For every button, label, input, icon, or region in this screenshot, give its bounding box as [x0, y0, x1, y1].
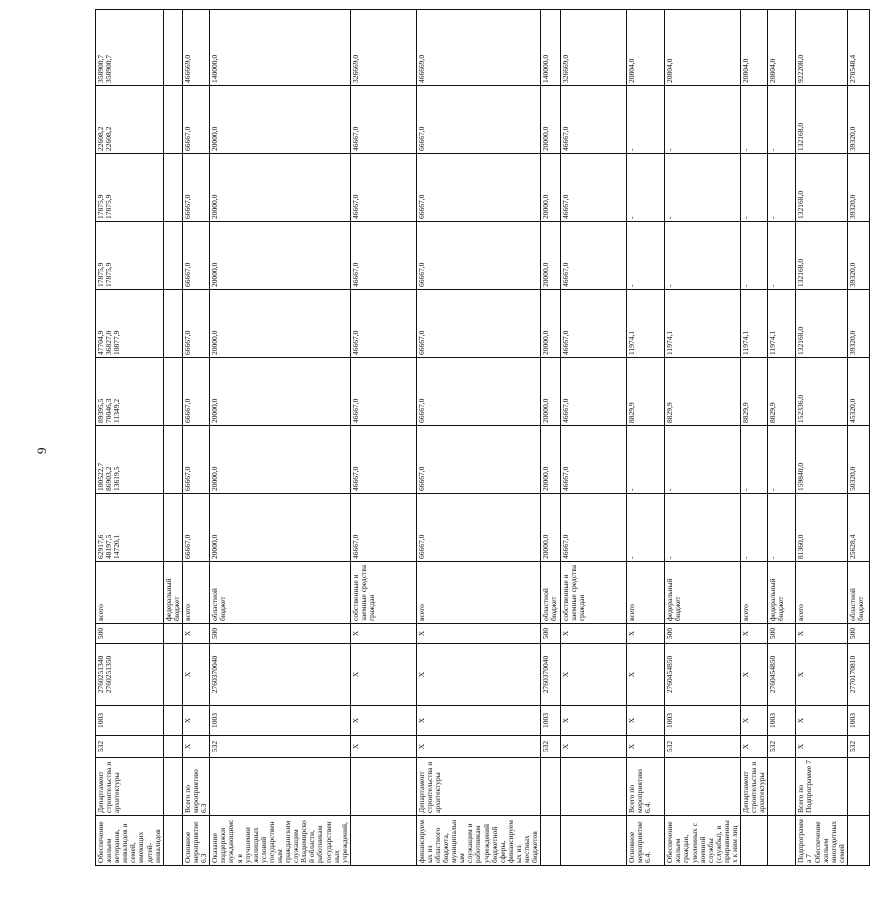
grbs-cell: X [741, 736, 768, 758]
year-1-cell: 66667,0 [182, 494, 209, 562]
executor-cell [163, 758, 182, 816]
year-7-cell: 20000,0 [210, 86, 351, 154]
target-article-cell: X [627, 644, 665, 706]
year-3-cell: 152336,0 [796, 358, 848, 426]
year-3-cell: 8829,9 [665, 358, 741, 426]
year-4-cell: 46667,0 [561, 290, 627, 358]
year-1-cell: 20000,0 [541, 494, 561, 562]
target-article-cell: 2760370040 [541, 644, 561, 706]
executor-cell [561, 758, 627, 816]
total-cell: 326669,0 [350, 10, 416, 86]
total-cell [163, 10, 182, 86]
year-5-cell: 20000,0 [541, 222, 561, 290]
total-cell: 466669,0 [182, 10, 209, 86]
year-2-cell [163, 426, 182, 494]
year-2-cell: 159840,0 [796, 426, 848, 494]
year-1-cell: - [768, 494, 796, 562]
table-row [416, 10, 540, 866]
total-cell: 20804,0 [768, 10, 796, 86]
year-2-cell: 46667,0 [350, 426, 416, 494]
year-6-cell: - [665, 154, 741, 222]
year-2-cell: - [741, 426, 768, 494]
table-row [210, 10, 351, 866]
year-4-cell: 66667,0 [182, 290, 209, 358]
year-1-cell [163, 494, 182, 562]
source-cell: всего [182, 562, 209, 624]
section-cell: 1003 [541, 706, 561, 736]
program-cell: Основное мероприятие 6.4. [627, 816, 665, 866]
year-6-cell: 20000,0 [541, 154, 561, 222]
year-5-cell: 66667,0 [416, 222, 540, 290]
section-cell: X [416, 706, 540, 736]
total-cell: 140000,0 [210, 10, 351, 86]
program-cell [561, 816, 627, 866]
program-cell: финансируемых из областного бюджета, муниципальным служащим и работникам учреждений бюджетной сферы, финансируемых из местных бюджетов [416, 816, 540, 866]
year-4-cell: 11974,1 [627, 290, 665, 358]
grbs-cell [163, 736, 182, 758]
year-4-cell: 11974,1 [665, 290, 741, 358]
section-cell: 1003 [847, 706, 869, 736]
year-2-cell: 66667,0 [416, 426, 540, 494]
target-article-cell [163, 644, 182, 706]
grbs-cell: X [416, 736, 540, 758]
table-row [847, 10, 869, 866]
year-3-cell: 8829,9 [768, 358, 796, 426]
target-article-cell: X [561, 644, 627, 706]
expense-type-cell: X [561, 624, 627, 644]
year-1-cell: 25628,4 [847, 494, 869, 562]
expense-type-cell: X [796, 624, 848, 644]
total-cell: 466669,0 [416, 10, 540, 86]
year-4-cell: 20000,0 [541, 290, 561, 358]
executor-cell [541, 758, 561, 816]
year-5-cell: 46667,0 [350, 222, 416, 290]
year-4-cell: 66667,0 [416, 290, 540, 358]
source-cell: федеральный бюджет [665, 562, 741, 624]
program-cell: Обеспечение жильем ветеранов, инвалидов и семей, имеющих детей-инвалидов [96, 816, 164, 866]
program-cell [541, 816, 561, 866]
executor-cell [210, 758, 351, 816]
section-cell: X [741, 706, 768, 736]
table-row [182, 10, 209, 866]
year-6-cell: 20000,0 [210, 154, 351, 222]
year-7-cell: - [741, 86, 768, 154]
section-cell: 1003 [665, 706, 741, 736]
year-2-cell: 20000,0 [541, 426, 561, 494]
year-7-cell: 46667,0 [350, 86, 416, 154]
grbs-cell: 532 [665, 736, 741, 758]
total-cell: 358900,7 358900,7 [96, 10, 164, 86]
year-1-cell: 66667,0 [416, 494, 540, 562]
executor-cell: Всего по Подпрограмме 7 [796, 758, 848, 816]
year-3-cell [163, 358, 182, 426]
table-row [741, 10, 768, 866]
table-row [768, 10, 796, 866]
source-cell: всего [741, 562, 768, 624]
executor-cell [350, 758, 416, 816]
year-2-cell: - [768, 426, 796, 494]
year-1-cell: 62917,6 48197,5 14720,1 [96, 494, 164, 562]
executor-cell [768, 758, 796, 816]
year-7-cell: 39320,0 [847, 86, 869, 154]
program-cell [768, 816, 796, 866]
expense-type-cell: X [741, 624, 768, 644]
year-7-cell [163, 86, 182, 154]
executor-cell: Департамент строительства и архитектуры [741, 758, 768, 816]
grbs-cell: 532 [768, 736, 796, 758]
expense-type-cell: 500 [96, 624, 164, 644]
year-3-cell: 89395,5 78046,3 11349,2 [96, 358, 164, 426]
year-6-cell: - [768, 154, 796, 222]
year-7-cell: - [627, 86, 665, 154]
section-cell: X [350, 706, 416, 736]
year-4-cell: 39320,0 [847, 290, 869, 358]
program-cell: Основное мероприятие 6.3 [182, 816, 209, 866]
year-7-cell: 22608,2 22608,2 [96, 86, 164, 154]
year-4-cell: 47704,9 36827,0 10877,9 [96, 290, 164, 358]
table-row [796, 10, 848, 866]
year-5-cell: 46667,0 [561, 222, 627, 290]
grbs-cell: X [350, 736, 416, 758]
source-cell: всего [796, 562, 848, 624]
grbs-cell: X [627, 736, 665, 758]
target-article-cell: 2760251340 2760251350 [96, 644, 164, 706]
section-cell: 1003 [768, 706, 796, 736]
source-cell: федеральный бюджет [768, 562, 796, 624]
year-7-cell: 46667,0 [561, 86, 627, 154]
year-6-cell: 66667,0 [182, 154, 209, 222]
year-3-cell: 45320,0 [847, 358, 869, 426]
source-cell: областной бюджет [847, 562, 869, 624]
year-2-cell: 50320,0 [847, 426, 869, 494]
year-4-cell: 132168,0 [796, 290, 848, 358]
section-cell: X [561, 706, 627, 736]
year-3-cell: 20000,0 [541, 358, 561, 426]
source-cell: собственные и заемные средства граждан [350, 562, 416, 624]
year-5-cell: 20000,0 [210, 222, 351, 290]
year-5-cell: - [665, 222, 741, 290]
target-article-cell: X [416, 644, 540, 706]
program-cell [847, 816, 869, 866]
year-6-cell: 17875,9 17875,9 [96, 154, 164, 222]
section-cell: X [796, 706, 848, 736]
source-cell: федеральный бюджет [163, 562, 182, 624]
year-1-cell: - [741, 494, 768, 562]
year-1-cell: 46667,0 [350, 494, 416, 562]
year-3-cell: 46667,0 [561, 358, 627, 426]
grbs-cell: X [182, 736, 209, 758]
year-6-cell: 66667,0 [416, 154, 540, 222]
year-2-cell: - [627, 426, 665, 494]
year-5-cell: 17875,9 17875,9 [96, 222, 164, 290]
total-cell: 140000,0 [541, 10, 561, 86]
year-6-cell: 132168,0 [796, 154, 848, 222]
section-cell: 1003 [210, 706, 351, 736]
section-cell [163, 706, 182, 736]
expense-type-cell: 500 [768, 624, 796, 644]
year-4-cell: 46667,0 [350, 290, 416, 358]
table-row [665, 10, 741, 866]
program-cell [350, 816, 416, 866]
year-4-cell: 11974,1 [741, 290, 768, 358]
expense-type-cell: 500 [665, 624, 741, 644]
target-article-cell: 2760370040 [210, 644, 351, 706]
section-cell: X [627, 706, 665, 736]
year-5-cell: 66667,0 [182, 222, 209, 290]
executor-cell [665, 758, 741, 816]
target-article-cell: X [182, 644, 209, 706]
program-cell: Обеспечение жильем граждан, уволенных с военной службы (службы), и приравненных к ним лиц [665, 816, 741, 866]
expense-type-cell: 500 [847, 624, 869, 644]
year-3-cell: 8829,9 [741, 358, 768, 426]
year-2-cell: 20000,0 [210, 426, 351, 494]
table-row [163, 10, 182, 866]
program-cell [741, 816, 768, 866]
source-cell: собственные и заемные средства граждан [561, 562, 627, 624]
total-cell: 20804,0 [627, 10, 665, 86]
year-2-cell: 46667,0 [561, 426, 627, 494]
table-row [541, 10, 561, 866]
section-cell: X [182, 706, 209, 736]
program-cell [163, 816, 182, 866]
grbs-cell: X [561, 736, 627, 758]
executor-cell: Департамент строительства и архитектуры [416, 758, 540, 816]
year-7-cell: - [768, 86, 796, 154]
year-5-cell: - [627, 222, 665, 290]
expense-type-cell: X [627, 624, 665, 644]
total-cell: 922208,0 [796, 10, 848, 86]
year-2-cell: 100522,7 86903,2 13619,5 [96, 426, 164, 494]
year-3-cell: 66667,0 [182, 358, 209, 426]
year-4-cell: 11974,1 [768, 290, 796, 358]
year-7-cell: 132168,0 [796, 86, 848, 154]
page-number: 9 [34, 447, 49, 454]
target-article-cell: 2760454850 [665, 644, 741, 706]
expense-type-cell: X [416, 624, 540, 644]
executor-cell: Всего по мероприятию 6.4. [627, 758, 665, 816]
year-1-cell: 46667,0 [561, 494, 627, 562]
expense-type-cell: 500 [541, 624, 561, 644]
grbs-cell: X [796, 736, 848, 758]
year-1-cell: - [665, 494, 741, 562]
year-1-cell: 81360,0 [796, 494, 848, 562]
year-5-cell [163, 222, 182, 290]
source-cell: областной бюджет [541, 562, 561, 624]
source-cell: всего [416, 562, 540, 624]
executor-cell: Департамент строительства и архитектуры [96, 758, 164, 816]
target-article-cell: X [350, 644, 416, 706]
target-article-cell: X [741, 644, 768, 706]
expense-type-cell: X [350, 624, 416, 644]
source-cell: всего [627, 562, 665, 624]
year-7-cell: - [665, 86, 741, 154]
year-4-cell: 20000,0 [210, 290, 351, 358]
target-article-cell: 2760454850 [768, 644, 796, 706]
year-7-cell: 66667,0 [182, 86, 209, 154]
total-cell: 20804,0 [665, 10, 741, 86]
year-3-cell: 20000,0 [210, 358, 351, 426]
year-7-cell: 20000,0 [541, 86, 561, 154]
year-5-cell: 39320,0 [847, 222, 869, 290]
table-row [350, 10, 416, 866]
year-3-cell: 46667,0 [350, 358, 416, 426]
executor-cell: Всего по мероприятию 6.3 [182, 758, 209, 816]
year-1-cell: 20000,0 [210, 494, 351, 562]
total-cell: 278548,4 [847, 10, 869, 86]
table-row [96, 10, 164, 866]
expense-type-cell: X [182, 624, 209, 644]
year-6-cell: 46667,0 [350, 154, 416, 222]
year-5-cell: - [768, 222, 796, 290]
year-7-cell: 66667,0 [416, 86, 540, 154]
year-3-cell: 8829,9 [627, 358, 665, 426]
year-5-cell: - [741, 222, 768, 290]
program-cell: Оказание поддержки нуждающимся в улучшении жилищных условий государственным гражданским служащим Владимирской области, работникам государственных учреждений, [210, 816, 351, 866]
total-cell: 326669,0 [561, 10, 627, 86]
source-cell: областной бюджет [210, 562, 351, 624]
expense-type-cell: 500 [210, 624, 351, 644]
target-article-cell: 2770170810 [847, 644, 869, 706]
executor-cell [847, 758, 869, 816]
grbs-cell: 532 [96, 736, 164, 758]
total-cell: 20804,0 [741, 10, 768, 86]
section-cell: 1003 [96, 706, 164, 736]
target-article-cell: X [796, 644, 848, 706]
grbs-cell: 532 [847, 736, 869, 758]
year-2-cell: 66667,0 [182, 426, 209, 494]
grbs-cell: 532 [541, 736, 561, 758]
rotated-page [95, 10, 865, 866]
grbs-cell: 532 [210, 736, 351, 758]
source-cell: всего [96, 562, 164, 624]
table-row [561, 10, 627, 866]
year-1-cell: - [627, 494, 665, 562]
year-5-cell: 132168,0 [796, 222, 848, 290]
year-6-cell: 39320,0 [847, 154, 869, 222]
year-6-cell: - [627, 154, 665, 222]
year-2-cell: - [665, 426, 741, 494]
year-6-cell [163, 154, 182, 222]
year-3-cell: 66667,0 [416, 358, 540, 426]
year-6-cell: 46667,0 [561, 154, 627, 222]
expense-type-cell [163, 624, 182, 644]
table-row [627, 10, 665, 866]
year-6-cell: - [741, 154, 768, 222]
program-cell: Подпрограмма 7 Обеспечение жильем многодетных семей [796, 816, 848, 866]
year-4-cell [163, 290, 182, 358]
budget-table [95, 9, 870, 866]
